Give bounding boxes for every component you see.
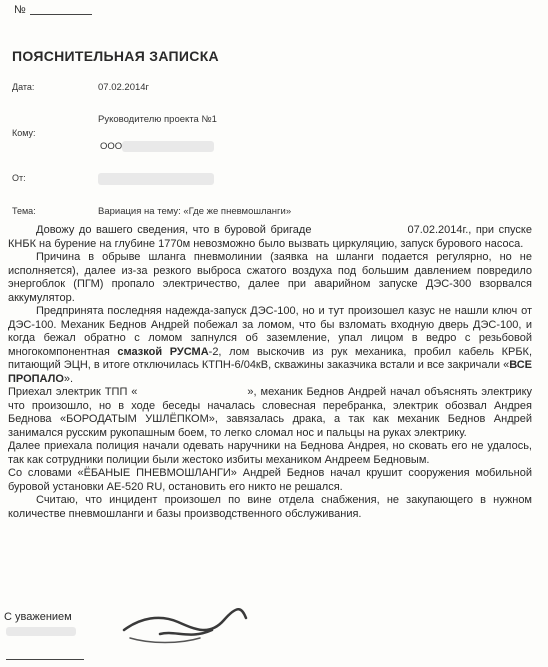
note-body [8, 224, 532, 521]
document-title: ПОЯСНИТЕЛЬНАЯ ЗАПИСКА [12, 48, 219, 64]
paragraph-5: Далее приехала полиция начали одевать наручники на Беднова Андрея, но сковать его не удалось, так как сотрудники полиции были жестоко избиты механиком Андреем Бедновым. [8, 440, 532, 466]
recipient-title: Руководителю проекта №1 [98, 114, 217, 125]
signature-line [6, 659, 84, 660]
paragraph-1-part-b: 07.02.2014г., при спуске КНБК на бурение на глубине 1770м невозможно было вызвать циркуляцию, запуск бурового насоса. [8, 224, 532, 250]
redacted-sender [98, 173, 214, 185]
document-number-line [30, 14, 92, 15]
lubricant-name: смазкой РУСМА [117, 345, 209, 358]
paragraph-4-part-b: », механик Беднов Андрей начал объяснять электрику что произошло, но в ходе беседы началась словесная перебранка, электрик обозвал Андрея Беднова «БОРОДАТЫМ УШЛЁПКОМ», завязалась драка, а так как механик Беднов Андрей занимался русским рукопашным боем, то легко сломал нос и пальцы на руках электрику. [8, 386, 533, 439]
paragraph-4-part-a: Приехал электрик ТПП « [8, 386, 138, 398]
paragraph-1 [8, 224, 532, 251]
redacted-signer [6, 627, 76, 636]
all-lost-exclamation: ВСЕ ПРОПАЛО [8, 359, 532, 385]
paragraph-1-part-a: Довожу до вашего сведения, что в буровой бригаде [36, 224, 312, 236]
paragraph-7: Считаю, что инцидент произошел по вине отдела снабжения, не закупающего в нужном количестве пневмошланги и базы производственного обслуживания. [8, 494, 532, 520]
date-value: 07.02.2014г [98, 82, 150, 93]
subject-label: Тема: [12, 206, 36, 216]
paragraph-3-part-c: -2, лом выскочив из рук механика, пробил кабель КРБК, питающий ЭЦН, в итоге отключилась КТПН-6/04кВ, скважины заказчика встали и все закричали « [8, 345, 533, 371]
recipient-org: ООО [100, 141, 123, 152]
paragraph-3-part-e: ». [63, 372, 74, 385]
paragraph-6: Со словами «ЁБАНЫЕ ПНЕВМОШЛАНГИ» Андрей Беднов начал крушит сооружения мобильной буровой установки АЕ-520 RU, остановить его никто не решался. [8, 467, 532, 493]
redacted-org-name [122, 141, 214, 152]
date-label: Дата: [12, 82, 35, 92]
closing-text: С уважением [4, 611, 72, 623]
paragraph-3-part-a: Предпринята последняя надежда-запуск ДЭС-100, но и тут произошел казус не нашли ключ от ДЭС-100. Механик Беднов Андрей побежал за ломом, что бы взломать входную дверь ДЭС-100, и когда бежал обратно с ломом запнулся об заземление, упал лицом в ведро с резьбовой многокомпонентная [8, 305, 532, 358]
document-number-label: № [14, 4, 26, 16]
paragraph-2: Причина в обрыве шланга пневмолинии (заявка на шланги подается регулярно, но не исполняется), далее из-за резкого выброса сжатого воздуха под большим давлением повредило энергоблок (ПГМ) пропало электричество, далее при аварийном запуске ДЭС-300 взорвался аккумулятор. [8, 251, 532, 304]
to-label: Кому: [12, 128, 36, 138]
from-label: От: [12, 173, 26, 183]
paragraph-4 [8, 386, 532, 440]
paragraph-3 [8, 305, 532, 386]
signature-scribble [120, 600, 250, 650]
subject-value: Вариация на тему: «Где же пневмошланги» [98, 206, 292, 217]
